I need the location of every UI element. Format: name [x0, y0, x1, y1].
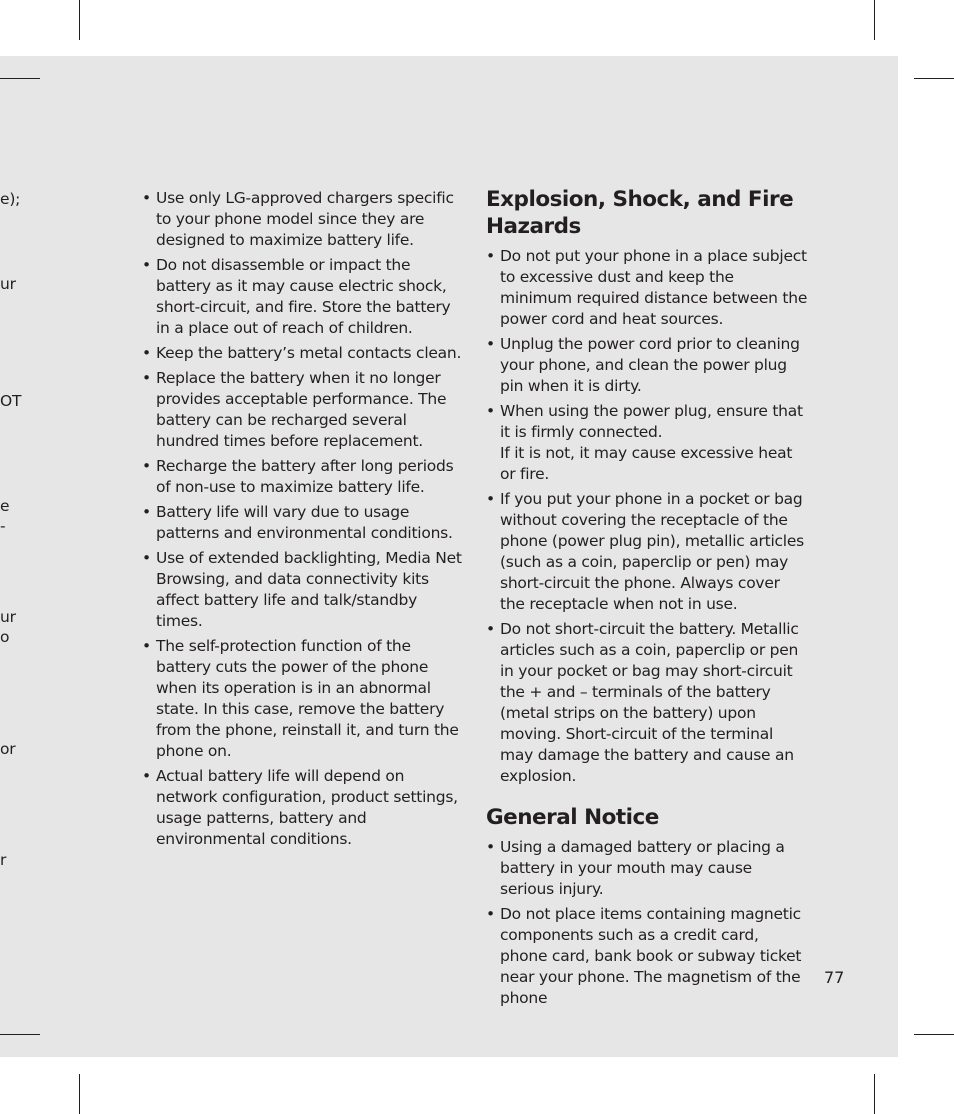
edge-fragment: ur	[0, 275, 16, 293]
section-heading-general-notice: General Notice	[486, 805, 659, 830]
hazards-list	[486, 246, 808, 787]
right-column	[486, 186, 808, 1013]
list-item: • Battery life will vary due to usage patterns and environmental conditions.	[142, 502, 468, 544]
list-item: • Do not place items containing magnetic components such as a credit card, phone card, bank book or subway ticket near your phone. The magnetism of the phone	[486, 904, 808, 1009]
crop-mark	[0, 78, 40, 79]
edge-fragment: e);	[0, 190, 21, 208]
list-item: • Recharge the battery after long periods of non-use to maximize battery life.	[142, 456, 468, 498]
edge-fragment: o	[0, 628, 10, 646]
page-number: 77	[824, 968, 845, 987]
crop-mark	[0, 1034, 40, 1035]
crop-mark	[914, 1034, 954, 1035]
left-column	[142, 188, 468, 854]
list-item: • If you put your phone in a pocket or bag without covering the receptacle of the phone (power plug pin), metallic articles (such as a coin, paperclip or pen) may short-circuit the phone. Always cover the receptacle when not in use.	[486, 489, 808, 615]
list-item: • Unplug the power cord prior to cleaning your phone, and clean the power plug pin when it is dirty.	[486, 334, 808, 397]
list-item: • The self-protection function of the battery cuts the power of the phone when its operation is in an abnormal state. In this case, remove the battery from the phone, reinstall it, and turn the phone on.	[142, 636, 468, 762]
edge-fragment: -	[0, 517, 6, 535]
list-item: • Do not short-circuit the battery. Metallic articles such as a coin, paperclip or pen in your pocket or bag may short-circuit the + and – terminals of the battery (metal strips on the battery) upon moving. Short-circuit of the terminal may damage the battery and cause an explosion.	[486, 619, 808, 787]
edge-fragment: ur	[0, 608, 16, 626]
list-item: • When using the power plug, ensure that it is firmly connected. If it is not, it may cause excessive heat or fire.	[486, 401, 808, 485]
list-item: • Using a damaged battery or placing a battery in your mouth may cause serious injury.	[486, 837, 808, 900]
crop-mark	[914, 78, 954, 79]
list-item: • Use of extended backlighting, Media Net Browsing, and data connectivity kits affect battery life and talk/standby times.	[142, 548, 468, 632]
list-item: • Use only LG-approved chargers specific to your phone model since they are designed to maximize battery life.	[142, 188, 468, 251]
edge-fragment: OT	[0, 392, 22, 410]
general-notice-list	[486, 837, 808, 1009]
edge-fragment: e	[0, 497, 10, 515]
crop-mark	[79, 1074, 80, 1114]
list-item: • Replace the battery when it no longer provides acceptable performance. The battery can be recharged several hundred times before replacement.	[142, 368, 468, 452]
list-item: • Actual battery life will depend on network configuration, product settings, usage patterns, battery and environmental conditions.	[142, 766, 468, 850]
crop-mark	[79, 0, 80, 40]
section-heading-hazards: Explosion, Shock, and Fire Hazards	[486, 187, 794, 239]
crop-mark	[874, 1074, 875, 1114]
list-item: • Keep the battery’s metal contacts clean.	[142, 343, 468, 364]
battery-tips-list	[142, 188, 468, 850]
list-item: • Do not put your phone in a place subject to excessive dust and keep the minimum required distance between the power cord and heat sources.	[486, 246, 808, 330]
list-item: • Do not disassemble or impact the battery as it may cause electric shock, short-circuit, and fire. Store the battery in a place out of reach of children.	[142, 255, 468, 339]
edge-fragment: or	[0, 740, 16, 758]
edge-fragment: r	[0, 851, 7, 869]
crop-mark	[874, 0, 875, 40]
